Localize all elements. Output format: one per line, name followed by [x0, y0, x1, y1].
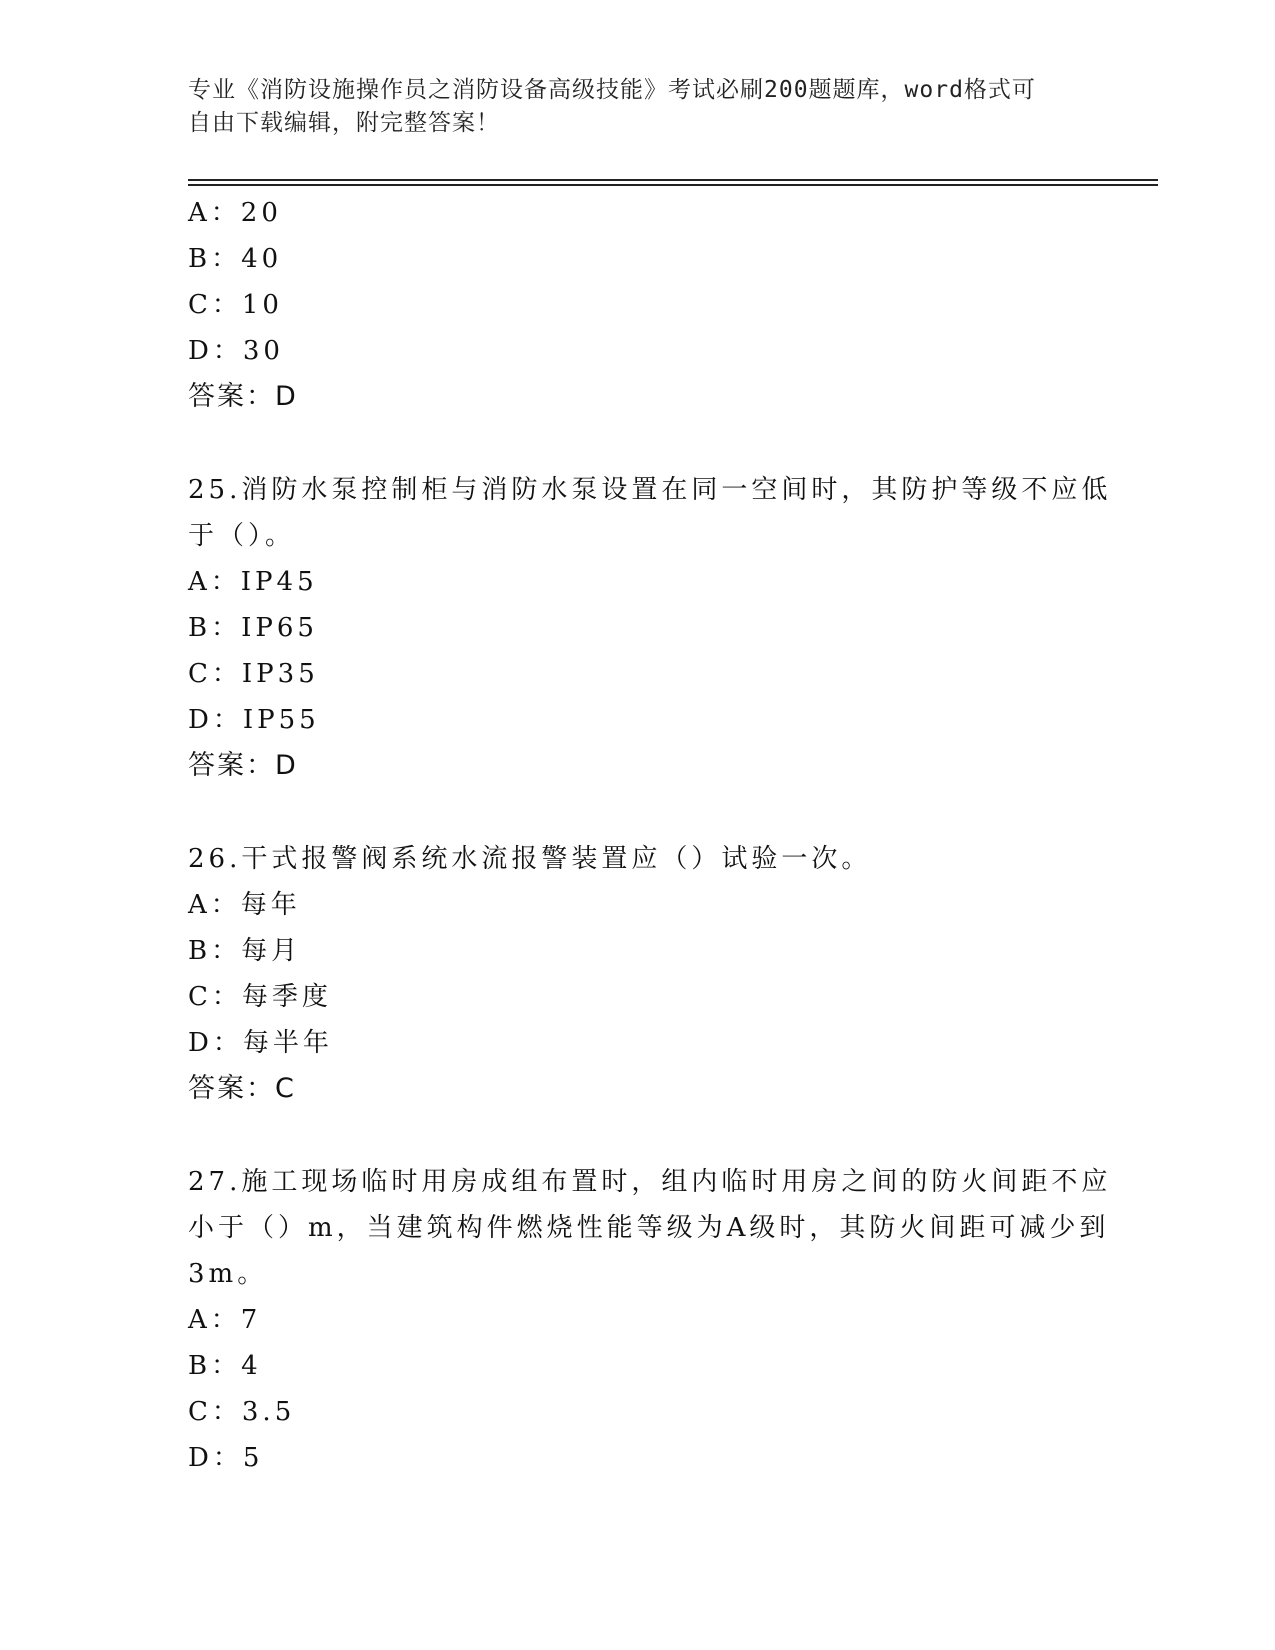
option-c: C：10: [188, 290, 283, 320]
answer-line: 答案：D: [188, 381, 298, 412]
question-stem: 小于（）m，当建筑构件燃烧性能等级为A级时，其防火间距可减少到: [188, 1213, 1110, 1243]
option-c: C：每季度: [188, 982, 332, 1012]
question-stem: 25.消防水泵控制柜与消防水泵设置在同一空间时，其防护等级不应低: [188, 475, 1112, 505]
option-a: A：IP45: [188, 567, 318, 597]
option-b: B：40: [188, 244, 283, 274]
question-27-block: [188, 1159, 1112, 1481]
spacer: [188, 1112, 1088, 1159]
question-stem: 26.干式报警阀系统水流报警装置应（）试验一次。: [188, 844, 872, 874]
option-a: A：20: [188, 198, 282, 228]
header-title-line-1: 专业《消防设施操作员之消防设备高级技能》考试必刷200题题库，word格式可: [188, 77, 1036, 103]
header-title-line-2: 自由下载编辑，附完整答案！: [188, 110, 500, 136]
option-b: B：4: [188, 1351, 262, 1381]
option-d: D：IP55: [188, 705, 320, 735]
spacer: [188, 420, 1088, 467]
header-divider-bottom: [188, 184, 1158, 186]
question-24-block: [188, 190, 1088, 420]
answer-line: 答案：C: [188, 1073, 296, 1104]
option-b: B：每月: [188, 936, 302, 966]
question-26-block: [188, 836, 1088, 1112]
spacer: [188, 789, 1088, 836]
option-a: A：7: [188, 1305, 262, 1335]
question-stem: 于（）。: [188, 521, 296, 551]
question-list: [188, 190, 1112, 1481]
answer-line: 答案：D: [188, 750, 298, 781]
option-d: D：每半年: [188, 1028, 333, 1058]
option-a: A：每年: [188, 890, 301, 920]
option-d: D：5: [188, 1443, 264, 1473]
option-b: B：IP65: [188, 613, 318, 643]
document-header: [188, 74, 1088, 140]
question-stem: 27.施工现场临时用房成组布置时，组内临时用房之间的防火间距不应: [188, 1167, 1112, 1197]
question-stem: 3m。: [188, 1259, 268, 1289]
option-d: D：30: [188, 336, 284, 366]
header-divider-top: [188, 179, 1158, 181]
option-c: C：IP35: [188, 659, 319, 689]
option-c: C：3.5: [188, 1397, 296, 1427]
question-25-block: [188, 467, 1112, 789]
